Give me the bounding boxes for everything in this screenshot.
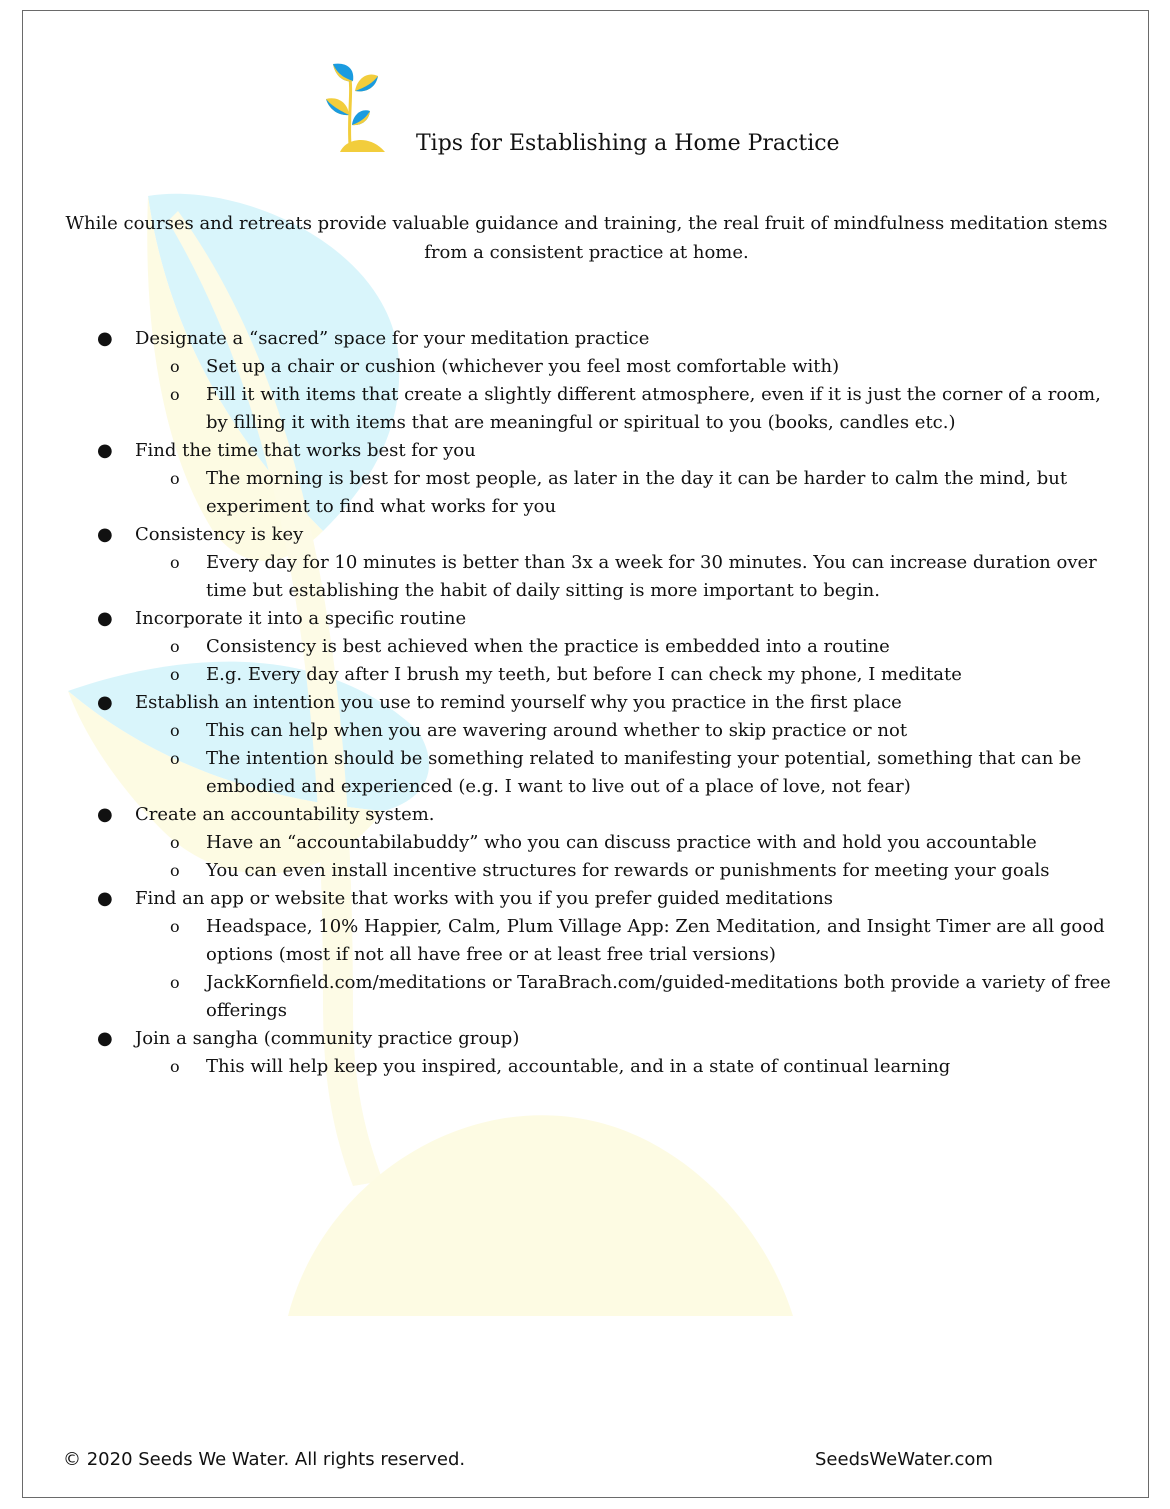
sub-list: [135, 549, 1113, 605]
bullet-icon: ●: [97, 440, 113, 461]
hollow-bullet-icon: o: [170, 973, 180, 992]
hollow-bullet-icon: o: [170, 385, 180, 404]
hollow-bullet-icon: o: [170, 917, 180, 936]
hollow-bullet-icon: o: [170, 553, 180, 572]
sub-list: [135, 913, 1113, 1025]
bullet-icon: ●: [97, 692, 113, 713]
sub-item: [93, 381, 1113, 437]
tip-text: Consistency is key: [135, 524, 304, 545]
copyright-notice: © 2020 Seeds We Water. All rights reserved.: [63, 1449, 466, 1470]
hollow-bullet-icon: o: [170, 721, 180, 740]
sub-item-text: Consistency is best achieved when the practice is embedded into a routine: [206, 636, 890, 657]
sub-list: [135, 465, 1113, 521]
bullet-icon: ●: [97, 608, 113, 629]
sub-list: [135, 633, 1113, 689]
bullet-icon: ●: [97, 524, 113, 545]
hollow-bullet-icon: o: [170, 749, 180, 768]
sub-item: [93, 913, 1113, 969]
sub-list: [135, 829, 1113, 885]
sub-item-text: Fill it with items that create a slightly different atmosphere, even if it is just the corner of a room, by filling it with items that are meaningful or spiritual to you (books, candles etc.): [206, 384, 1101, 433]
sub-item-text: JackKornfield.com/meditations or TaraBrach.com/guided-meditations both provide a variety of free offerings: [206, 972, 1111, 1021]
hollow-bullet-icon: o: [170, 861, 180, 880]
tip-item: [93, 885, 1113, 1025]
tip-text: Join a sangha (community practice group): [135, 1028, 520, 1049]
hollow-bullet-icon: o: [170, 637, 180, 656]
hollow-bullet-icon: o: [170, 665, 180, 684]
tip-item: [93, 1025, 1113, 1081]
website-link[interactable]: SeedsWeWater.com: [815, 1449, 993, 1470]
sub-item-text: You can even install incentive structures for rewards or punishments for meeting your goals: [206, 860, 1050, 881]
sub-item-text: Have an “accountabilabuddy” who you can discuss practice with and hold you accountable: [206, 832, 1037, 853]
sub-item: [93, 549, 1113, 605]
sprout-logo-icon: [323, 59, 393, 159]
sub-item: [93, 857, 1113, 885]
tips-list: [93, 325, 1113, 1081]
tip-text: Create an accountability system.: [135, 804, 435, 825]
bullet-icon: ●: [97, 888, 113, 909]
sub-item-text: This can help when you are wavering around whether to skip practice or not: [206, 720, 908, 741]
sub-item: [93, 829, 1113, 857]
intro-paragraph: While courses and retreats provide valuable guidance and training, the real fruit of mindfulness meditation stems from a consistent practice at home.: [65, 213, 1108, 263]
sub-item-text: The morning is best for most people, as later in the day it can be harder to calm the mind, but experiment to find what works for you: [206, 468, 1068, 517]
sub-item: [93, 353, 1113, 381]
sub-list: [135, 353, 1113, 437]
bullet-icon: ●: [97, 804, 113, 825]
sub-item: [93, 465, 1113, 521]
bullet-icon: ●: [97, 1028, 113, 1049]
tip-text: Find an app or website that works with you if you prefer guided meditations: [135, 888, 834, 909]
sub-item: [93, 633, 1113, 661]
tip-text: Designate a “sacred” space for your meditation practice: [135, 328, 650, 349]
tip-item: [93, 325, 1113, 437]
sub-item: [93, 717, 1113, 745]
tip-item: [93, 605, 1113, 689]
sub-item: [93, 745, 1113, 801]
sub-item-text: E.g. Every day after I brush my teeth, but before I can check my phone, I meditate: [206, 664, 962, 685]
sub-item-text: This will help keep you inspired, accountable, and in a state of continual learning: [206, 1056, 951, 1077]
tip-text: Establish an intention you use to remind yourself why you practice in the first place: [135, 692, 902, 713]
sub-item-text: The intention should be something related to manifesting your potential, something that can be embodied and experienced (e.g. I want to live out of a place of love, not fear): [206, 748, 1082, 797]
document-page: [22, 10, 1149, 1498]
tip-text: Incorporate it into a specific routine: [135, 608, 467, 629]
page-title: Tips for Establishing a Home Practice: [416, 131, 840, 156]
tip-item: [93, 521, 1113, 605]
sub-item-text: Headspace, 10% Happier, Calm, Plum Village App: Zen Meditation, and Insight Timer are all good options (most if not all have free or at least free trial versions): [206, 916, 1105, 965]
tip-text: Find the time that works best for you: [135, 440, 476, 461]
sub-item-text: Set up a chair or cushion (whichever you feel most comfortable with): [206, 356, 840, 377]
hollow-bullet-icon: o: [170, 833, 180, 852]
hollow-bullet-icon: o: [170, 1057, 180, 1076]
sub-list: [135, 717, 1113, 801]
sub-list: [135, 1053, 1113, 1081]
sub-item: [93, 661, 1113, 689]
tip-item: [93, 689, 1113, 801]
bullet-icon: ●: [97, 328, 113, 349]
tip-item: [93, 801, 1113, 885]
hollow-bullet-icon: o: [170, 469, 180, 488]
sub-item-text: Every day for 10 minutes is better than 3x a week for 30 minutes. You can increase duration over time but establishing the habit of daily sitting is more important to begin.: [206, 552, 1097, 601]
tip-item: [93, 437, 1113, 521]
sub-item: [93, 1053, 1113, 1081]
sub-item: [93, 969, 1113, 1025]
hollow-bullet-icon: o: [170, 357, 180, 376]
